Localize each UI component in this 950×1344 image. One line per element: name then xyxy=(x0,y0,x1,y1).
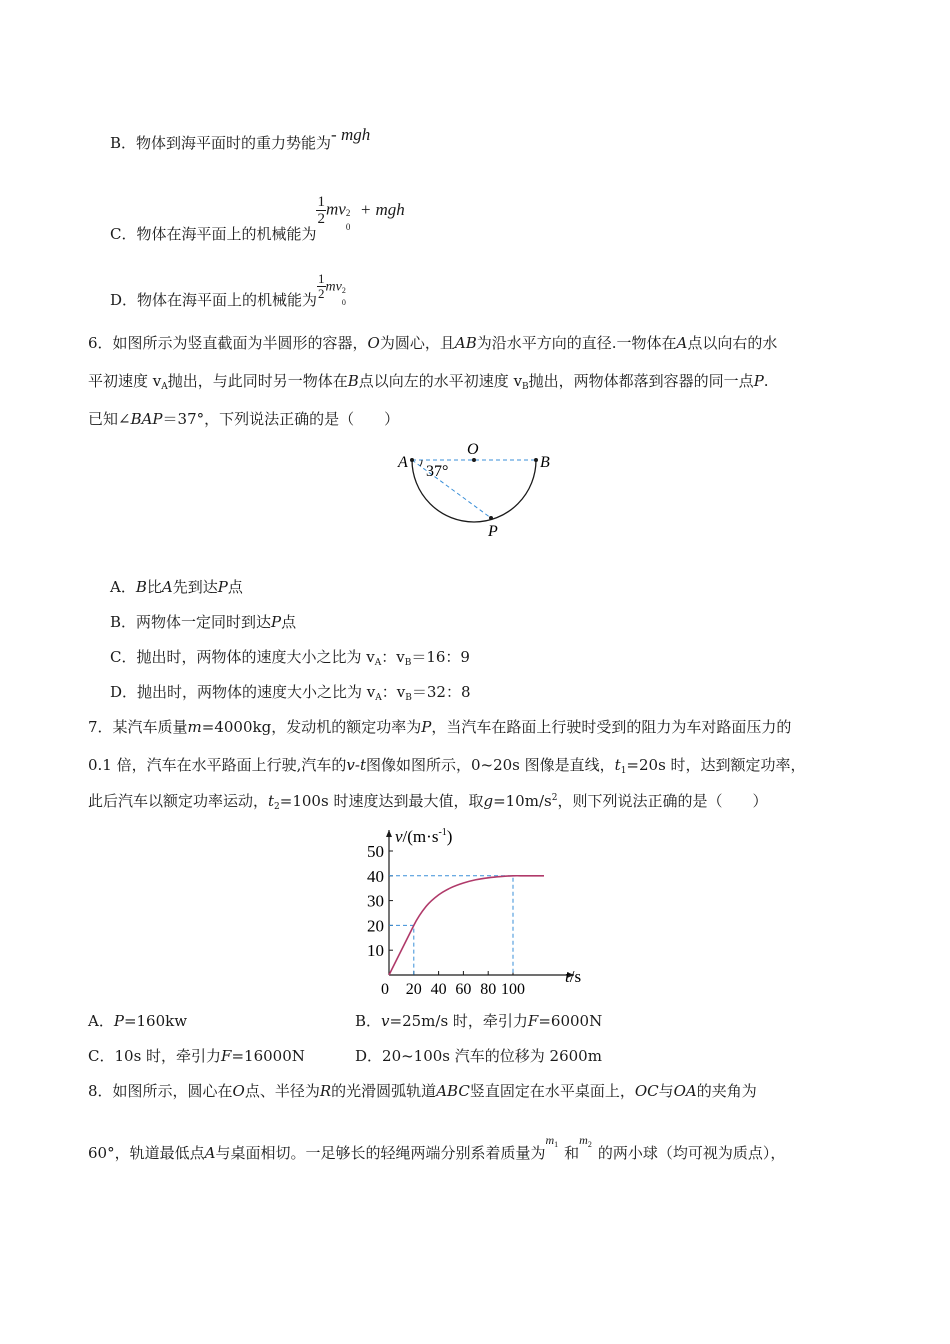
text: 先到达 xyxy=(172,578,218,596)
text: =20s 时，达到额定功率， xyxy=(626,756,806,774)
text: C．抛出时，两物体的速度大小之比为 v xyxy=(110,648,375,666)
subscript: B xyxy=(405,693,412,703)
formula-term: + mgh xyxy=(359,199,405,219)
text: B．两物体一定同时到达 xyxy=(110,613,272,631)
text: ：v xyxy=(381,648,405,666)
formula-term: mv xyxy=(325,279,342,295)
text: 与桌面相切。一足够长的轻绳两端分别系着质量为 xyxy=(215,1144,546,1162)
text: =100s 时速度达到最大值，取 xyxy=(279,792,484,810)
option-text: D．物体在海平面上的机械能为 xyxy=(110,290,318,309)
var: P xyxy=(217,578,228,596)
text: 60°，轨道最低点 xyxy=(88,1144,205,1162)
var: m xyxy=(545,1133,555,1147)
var: g xyxy=(483,792,494,810)
q7-option-c xyxy=(88,1046,305,1066)
label-a: A xyxy=(398,454,408,471)
text: D．抛出时，两物体的速度大小之比为 v xyxy=(110,683,376,701)
q6-stem-line3 xyxy=(88,409,399,429)
q6-option-c xyxy=(110,647,470,670)
q5-option-d xyxy=(110,268,352,312)
q8-stem-line2 xyxy=(88,1133,786,1166)
y-tick-label: 10 xyxy=(367,941,384,961)
x-tick-label: 60 xyxy=(455,981,472,998)
text: ：v xyxy=(381,683,406,701)
subscript: A xyxy=(375,693,382,703)
var: t xyxy=(268,792,275,810)
origin-label: 0 xyxy=(381,981,389,998)
text: 的两小球（均可视为质点）， xyxy=(597,1144,786,1162)
text: 8．如图所示，圆心在 xyxy=(88,1082,233,1100)
subscript: A xyxy=(374,658,382,668)
text: =25m/s 时，牵引力 xyxy=(389,1012,528,1030)
y-tick-label: 30 xyxy=(367,891,384,911)
var: F xyxy=(221,1047,232,1065)
var: P xyxy=(271,613,282,631)
text: 此后汽车以额定功率运动， xyxy=(88,792,269,810)
formula-m1 xyxy=(545,1133,558,1147)
angle-arc xyxy=(420,460,422,466)
superscript: 2 xyxy=(551,793,558,803)
text: 抛出，两物体都落到容器的同一点 xyxy=(528,372,754,390)
text: =4000kg，发动机的额定功率为 xyxy=(201,718,422,736)
text: 比 xyxy=(146,578,162,596)
x-tick-label: 40 xyxy=(430,981,447,998)
text: ＝16：9 xyxy=(411,648,470,666)
point-a xyxy=(410,458,414,462)
text: . xyxy=(763,372,769,390)
subscript: 2 xyxy=(587,1140,592,1149)
subscript: B xyxy=(522,382,529,392)
x-tick-label: 20 xyxy=(405,981,422,998)
q6-stem-line2 xyxy=(88,371,769,394)
text: ，当汽车在路面上行驶时受到的阻力为车对路面压力的 xyxy=(431,718,792,736)
formula-term: mv xyxy=(325,199,346,219)
text: 和 xyxy=(564,1144,580,1162)
y-tick-label: 40 xyxy=(367,866,384,886)
q7-stem-line1 xyxy=(88,717,791,737)
text: 点以向左的水平初速度 v xyxy=(358,372,523,390)
q6-stem-line1 xyxy=(88,333,777,353)
text: 图像如图所示，0~20s 图像是直线， xyxy=(365,756,615,774)
x-tick-label: 100 xyxy=(501,981,525,998)
q8-stem-line1 xyxy=(88,1081,757,1101)
text: 的夹角为 xyxy=(696,1082,757,1100)
q7-option-b xyxy=(355,1011,602,1031)
formula-m2 xyxy=(579,1133,592,1147)
text: 点 xyxy=(227,578,243,596)
var: m xyxy=(579,1133,588,1147)
text: =6000N xyxy=(538,1012,603,1030)
text: 抛出，与此同时另一物体在 xyxy=(167,372,348,390)
var: t xyxy=(614,756,621,774)
q6-option-b xyxy=(110,612,296,632)
x-tick-label: 80 xyxy=(480,981,497,998)
var: A xyxy=(676,334,688,352)
fraction xyxy=(317,272,326,301)
label-b: B xyxy=(540,454,550,471)
point-p xyxy=(489,516,493,520)
var: OA xyxy=(673,1082,697,1100)
text: C．10s 时，牵引力 xyxy=(88,1047,222,1065)
q5-option-b xyxy=(110,125,371,153)
q7-option-d xyxy=(355,1046,602,1066)
q6-option-a xyxy=(110,577,243,597)
point-o xyxy=(472,458,476,462)
var: AB xyxy=(454,334,477,352)
subscript: 0 xyxy=(345,221,351,232)
subscript: 1 xyxy=(620,766,627,776)
y-tick-label: 20 xyxy=(367,916,384,936)
text: B． xyxy=(355,1012,382,1030)
superscript: 2 xyxy=(345,207,351,218)
text: =10m/s xyxy=(493,792,552,810)
text: ，则下列说法正确的是（ ） xyxy=(557,792,768,810)
text: 点、半径为 xyxy=(244,1082,320,1100)
var: B xyxy=(135,578,147,596)
semicircle-figure xyxy=(390,434,570,544)
text: 0.1 倍，汽车在水平路面上行驶,汽车的 xyxy=(88,756,347,774)
q7-stem-line3 xyxy=(88,791,767,814)
text: 为圆心，且 xyxy=(379,334,455,352)
denominator: 2 xyxy=(318,286,325,301)
chart-axes xyxy=(367,830,574,998)
q5-option-c xyxy=(110,186,405,243)
numerator: 1 xyxy=(318,271,325,286)
var: P xyxy=(421,718,432,736)
var: A xyxy=(204,1144,216,1162)
formula: - mgh xyxy=(331,125,371,144)
y-axis-arrow xyxy=(386,830,392,837)
angle-label: 37° xyxy=(426,463,449,480)
text: 竖直固定在水平桌面上， xyxy=(469,1082,635,1100)
superscript: 2 xyxy=(341,285,346,295)
subscript: B xyxy=(404,658,412,668)
var: O xyxy=(232,1082,245,1100)
var: ABC xyxy=(436,1082,470,1100)
var: R xyxy=(319,1082,332,1100)
q7-option-a xyxy=(88,1011,187,1031)
q6-option-d xyxy=(110,682,471,705)
var: OC xyxy=(634,1082,659,1100)
text: 与 xyxy=(658,1082,674,1100)
var: m xyxy=(187,718,202,736)
label-o: O xyxy=(467,441,479,458)
var: BAP xyxy=(130,410,163,428)
var: P xyxy=(113,1012,124,1030)
option-text: C．物体在海平面上的机械能为 xyxy=(110,224,317,243)
fraction xyxy=(316,194,326,227)
var: O xyxy=(367,334,380,352)
var: A xyxy=(161,578,173,596)
numerator: 1 xyxy=(317,194,325,210)
label-p: P xyxy=(488,523,498,540)
subscript: A xyxy=(161,382,168,392)
var: v xyxy=(381,1012,390,1030)
text: A． xyxy=(110,578,136,596)
text: =16000N xyxy=(231,1047,305,1065)
text: 点以向右的水 xyxy=(687,334,778,352)
text: 平初速度 v xyxy=(88,372,162,390)
var: F xyxy=(527,1012,539,1030)
chord-ap xyxy=(412,460,491,518)
text: =160kw xyxy=(123,1012,188,1030)
subscript: 0 xyxy=(341,297,346,307)
denominator: 2 xyxy=(317,211,325,227)
text: A． xyxy=(88,1012,114,1030)
vt-chart xyxy=(355,822,595,1000)
point-b xyxy=(534,458,538,462)
text: ＝37°，下列说法正确的是（ ） xyxy=(162,410,400,428)
text: 6．如图所示为竖直截面为半圆形的容器， xyxy=(88,334,368,352)
text: D．20~100s 汽车的位移为 2600m xyxy=(355,1047,602,1065)
var: P xyxy=(753,372,764,390)
y-tick-label: 50 xyxy=(367,842,384,861)
option-text: B．物体到海平面时的重力势能为 xyxy=(110,134,332,152)
var: B xyxy=(347,372,359,390)
formula xyxy=(317,271,352,307)
subscript: 1 xyxy=(554,1140,559,1149)
text: 的光滑圆弧轨道 xyxy=(331,1082,437,1100)
y-axis-label: $v/(m\cdot s^{-1})$ xyxy=(395,827,453,846)
text: 7．某汽车质量 xyxy=(88,718,188,736)
formula xyxy=(316,194,405,232)
text: 为沿水平方向的直径.一物体在 xyxy=(476,334,677,352)
guide-line xyxy=(389,876,513,975)
x-axis-label: t/s xyxy=(565,967,582,986)
var: v-t xyxy=(346,756,366,774)
text: ＝32：8 xyxy=(411,683,471,701)
text: 点 xyxy=(281,613,297,631)
q7-stem-line2 xyxy=(88,755,806,778)
subscript: 2 xyxy=(274,802,280,812)
text: 已知∠ xyxy=(88,410,131,428)
